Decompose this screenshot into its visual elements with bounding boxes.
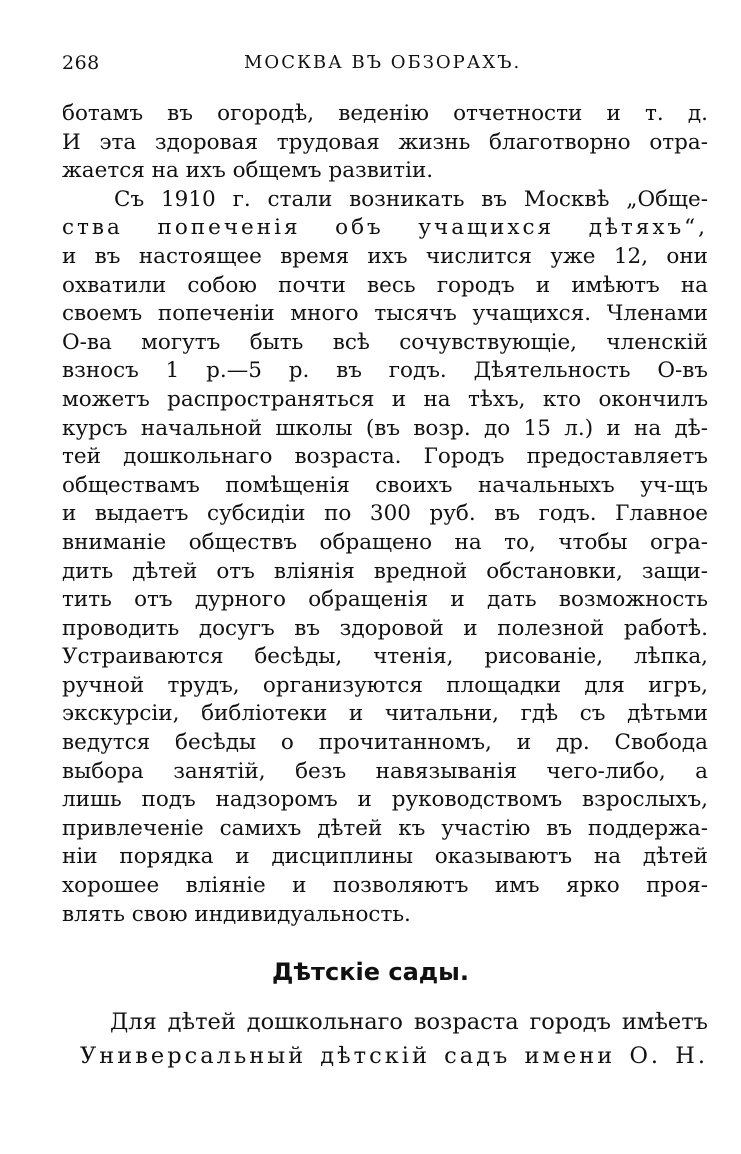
text-line: Универсальный дѣтскій садъ имени О. Н. <box>80 1043 708 1069</box>
text-line: лишь подъ надзоромъ и руководствомъ взрослыхъ, <box>62 787 708 813</box>
body-text <box>62 100 708 929</box>
page-header <box>62 52 702 80</box>
text-line: тить отъ дурного обращенія и дать возможность <box>62 587 708 613</box>
text-line: ботамъ въ огородѣ, веденію отчетности и т. д. <box>62 101 708 126</box>
text-line: выбора занятій, безъ навязыванія чего-либо, а <box>62 758 708 784</box>
text-line: можетъ распространяться и на тѣхъ, кто окончилъ <box>62 386 708 412</box>
text-line: вниманіе обществъ обращено на то, чтобы огра- <box>62 529 708 555</box>
text-line: курсъ начальной школы (въ возр. до 15 л.) и на дѣ- <box>62 415 708 441</box>
text-line: ведутся бесѣды о прочитанномъ, и др. Свобода <box>62 730 708 756</box>
text-line: тей дошкольнаго возраста. Городъ предоставляетъ <box>62 444 708 470</box>
text-line: Съ 1910 г. стали возникать въ Москвѣ „Обще- <box>114 186 708 212</box>
text-line: И эта здоровая трудовая жизнь благотворно отра- <box>62 129 708 155</box>
text-line: экскурсіи, библіотеки и читальни, гдѣ съ дѣтьми <box>62 701 708 727</box>
section-text <box>80 1005 708 1073</box>
section-heading: Дѣтскіе сады. <box>272 958 469 986</box>
text-line: жается на ихъ общемъ развитіи. <box>62 158 434 184</box>
text-line: и выдаетъ субсидіи по 300 руб. въ годъ. Главное <box>62 501 708 527</box>
text-line: ручной трудъ, организуются площадки для игръ, <box>62 672 708 698</box>
text-line: и въ настоящее время ихъ числится уже 12, они <box>62 243 708 269</box>
text-line: ніи порядка и дисциплины оказываютъ на дѣтей <box>62 844 708 870</box>
text-line: охватили собою почти весь городъ и имѣютъ на <box>62 272 708 298</box>
text-line: взносъ 1 р.—5 р. въ годъ. Дѣятельность О-въ <box>62 358 708 384</box>
text-line: проводить досугъ въ здоровой и полезной работѣ. <box>62 615 708 641</box>
text-line: Для дѣтей дошкольнаго возраста городъ имѣетъ <box>110 1009 708 1035</box>
text-line: своемъ попеченіи много тысячъ учащихся. Членами <box>62 301 708 327</box>
text-line: привлеченіе самихъ дѣтей къ участію въ поддержа- <box>62 815 708 841</box>
text-line: Устраиваются бесѣды, чтенія, рисованіе, лѣпка, <box>62 644 708 670</box>
text-line: ства попеченія объ учащихся дѣтяхъ“, <box>62 215 708 241</box>
page-number: 268 <box>62 52 100 74</box>
text-line: хорошее вліяніе и позволяютъ имъ ярко проя- <box>62 873 708 899</box>
text-line: обществамъ помѣщенія своихъ начальныхъ уч-щъ <box>62 472 708 498</box>
running-title: МОСКВА ВЪ ОБЗОРАХЪ. <box>244 52 522 73</box>
text-line: О-ва могутъ быть всѣ сочувствующіе, членскій <box>62 329 708 355</box>
text-line: дить дѣтей отъ вліянія вредной обстановки, защи- <box>62 558 708 584</box>
text-line: влять свою индивидуальность. <box>62 901 411 927</box>
